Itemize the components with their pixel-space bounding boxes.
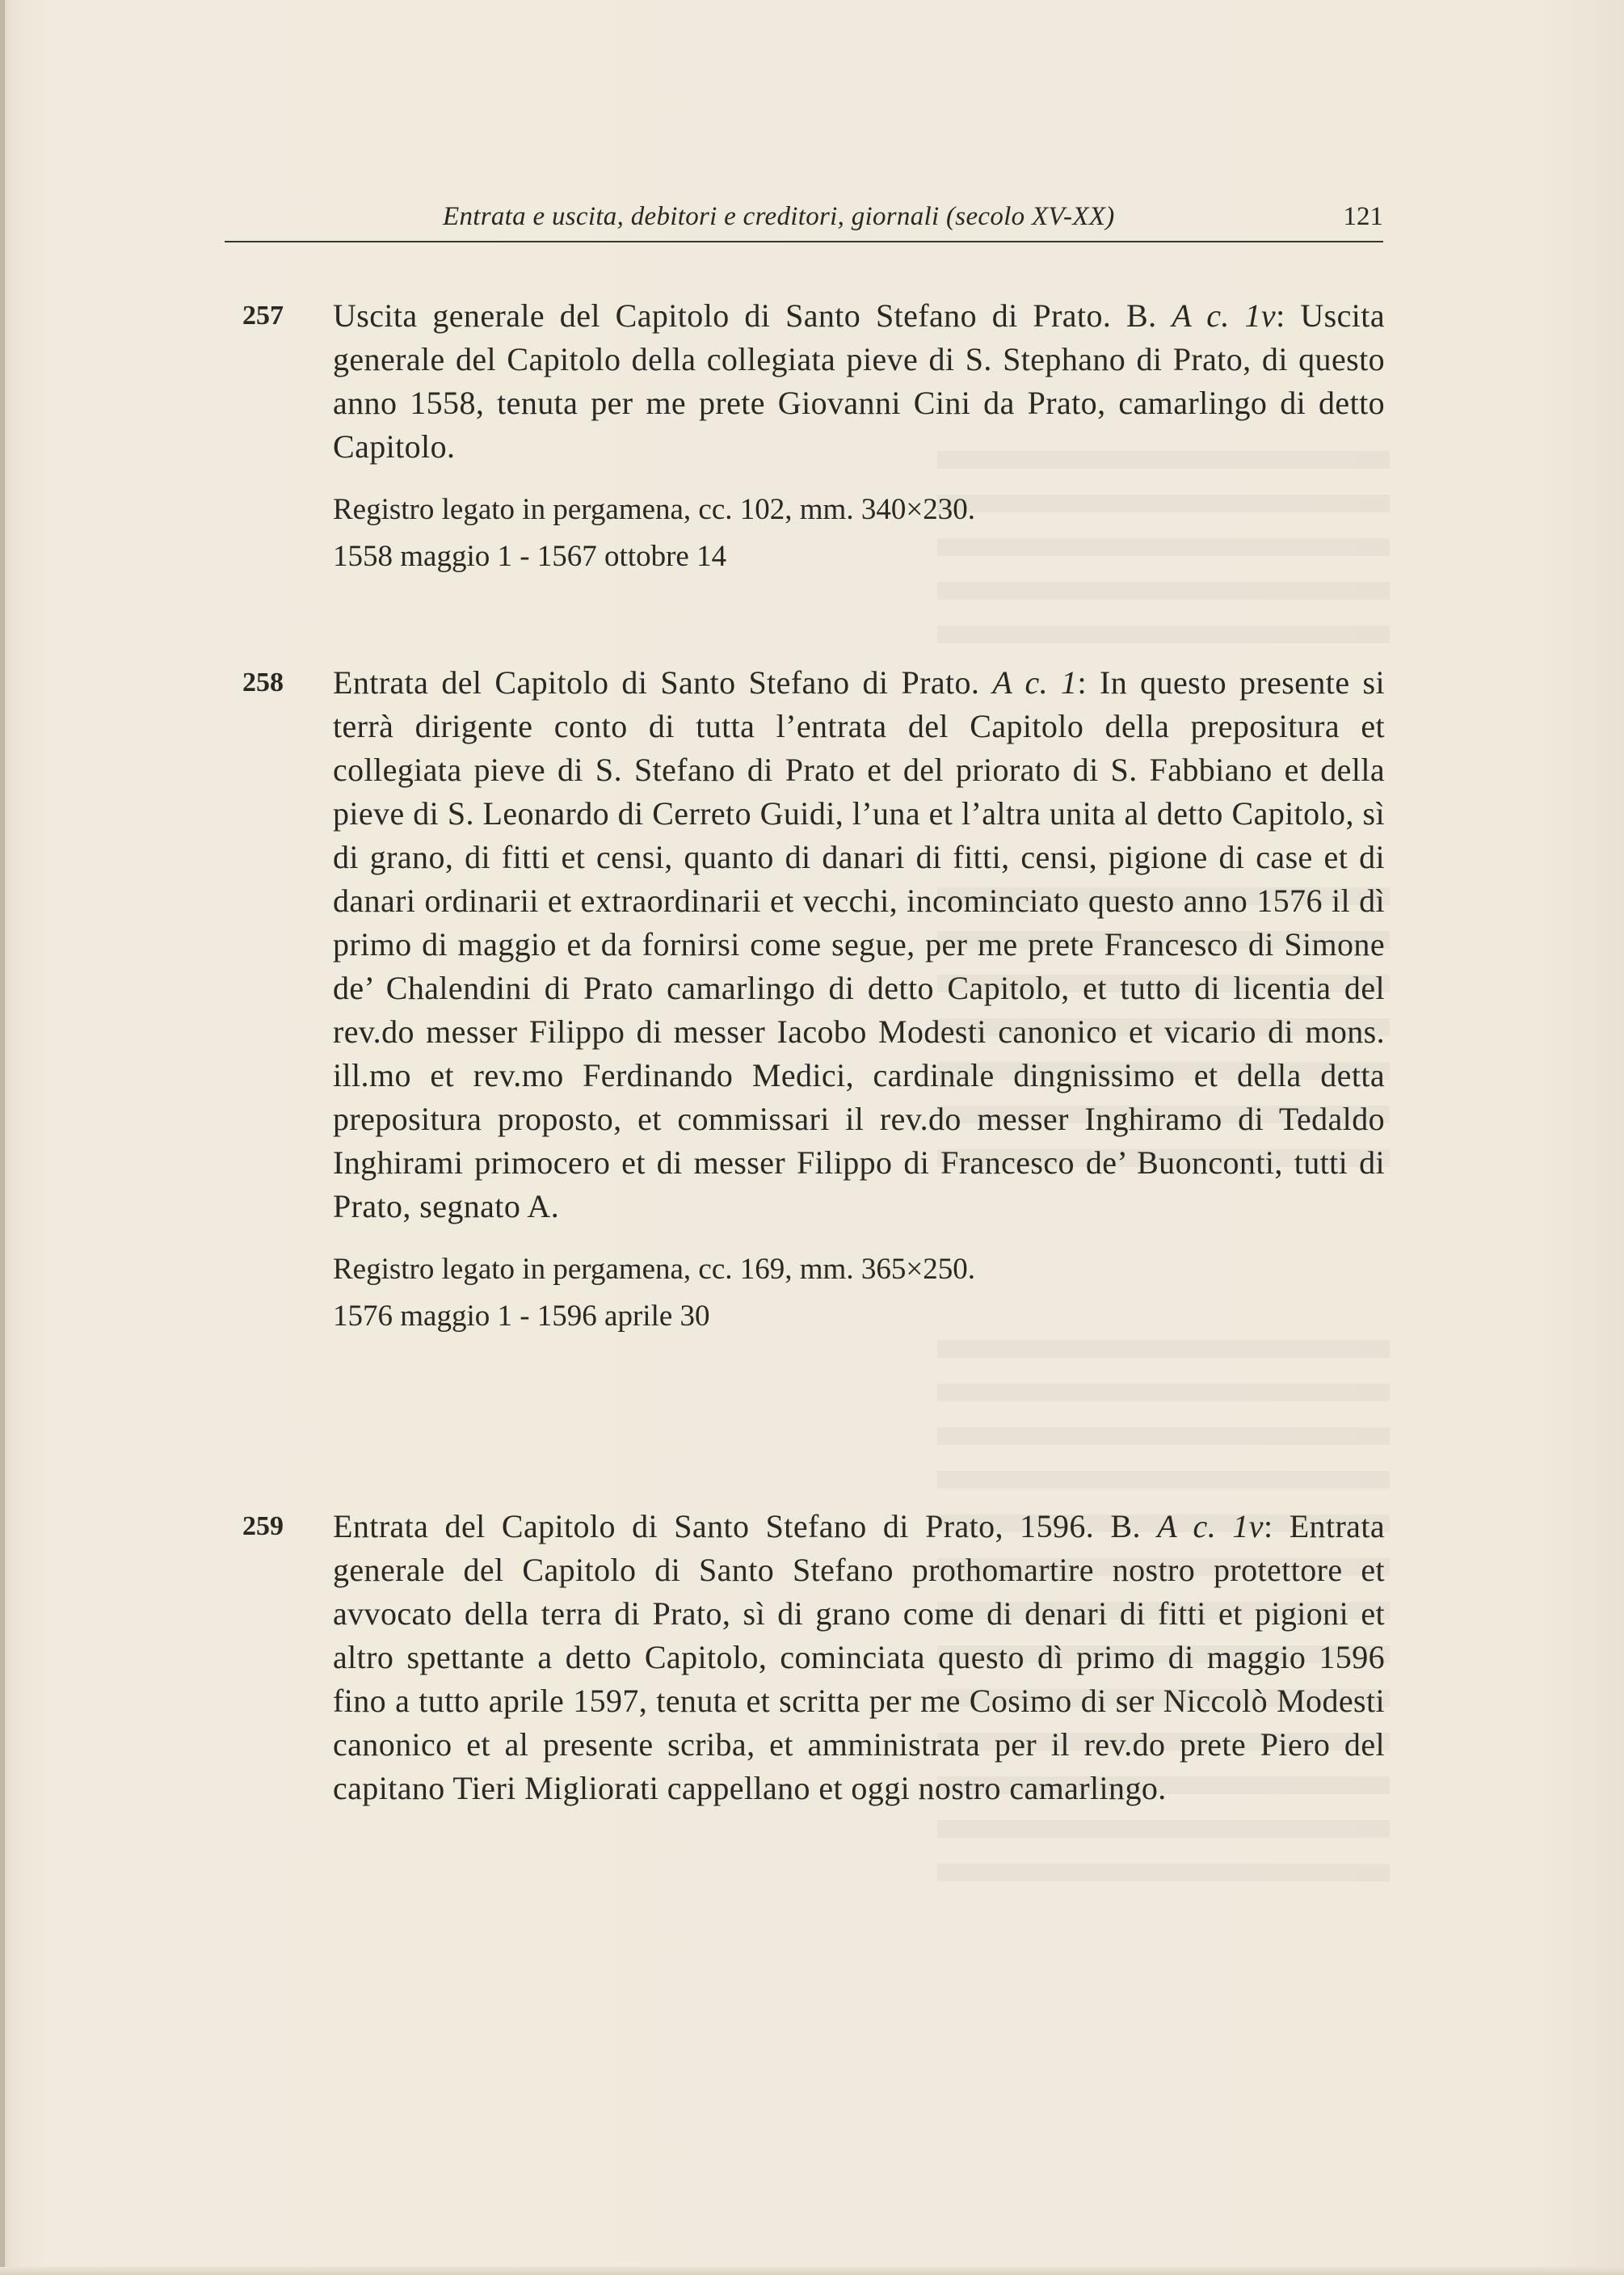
entry-text xyxy=(333,294,1385,469)
entry-physical-description: Registro legato in pergamena, cc. 102, mm. 340×230. xyxy=(333,493,975,526)
entry-number: 257 xyxy=(242,301,284,331)
entry-folio-ref: A c. 1v xyxy=(1172,297,1277,334)
entry-text xyxy=(333,661,1385,1228)
entry-date-range: 1576 maggio 1 - 1596 aprile 30 xyxy=(333,1300,710,1333)
entry-text xyxy=(333,1505,1385,1810)
entry-title: Uscita generale del Capitolo di Santo Stefano di Prato. B. xyxy=(333,297,1172,334)
entry-title: Entrata del Capitolo di Santo Stefano di Prato. xyxy=(333,664,993,701)
entry-transcription: : In questo presente si terrà dirigente conto di tutta l’entrata del Capitolo della prepositura et collegiata pieve di S. Stefano di Prato et del priorato di S. Fabbiano et della pieve di S. Leonardo di Cerreto Guidi, l’una et l’altra unita al detto Capitolo, sì di grano, di fitti et censi, quanto di danari di fitti, censi, pigione di case et di danari ordinarii et extraordinarii et vecchi, incominciato questo anno 1576 il dì primo di maggio et da fornirsi come segue, per me prete Francesco di Simone de’ Chalendini di Prato camarlingo di detto Capitolo, et tutto di licentia del rev.do messer Filippo di messer Iacobo Modesti canonico et vicario di mons. ill.mo et rev.mo Ferdinando Medici, cardinale dingnissimo et della detta prepositura proposto, et commissari il rev.do messer Inghiramo di Tedaldo Inghirami primocero et di messer Filippo di Francesco de’ Buonconti, tutti di Prato, segnato A. xyxy=(333,664,1385,1224)
entry-folio-ref: A c. 1v xyxy=(1157,1508,1264,1544)
running-header xyxy=(225,199,1383,239)
entry-transcription: : Uscita generale del Capitolo della collegiata pieve di S. Stephano di Prato, di questo anno 1558, tenuta per me prete Giovanni Cini da Prato, camarlingo di detto Capitolo. xyxy=(333,297,1385,465)
entry-body xyxy=(333,1505,1385,1810)
page-bottom-edge xyxy=(0,2267,1624,2275)
entry-folio-ref: A c. 1 xyxy=(992,664,1078,701)
running-header-title: Entrata e uscita, debitori e creditori, giornali (secolo XV-XX) xyxy=(443,202,1115,231)
entry-number: 259 xyxy=(242,1511,284,1541)
header-rule xyxy=(225,241,1383,242)
entry-date-range: 1558 maggio 1 - 1567 ottobre 14 xyxy=(333,540,727,573)
entry-number: 258 xyxy=(242,668,284,697)
entry-physical-description: Registro legato in pergamena, cc. 169, mm. 365×250. xyxy=(333,1253,975,1286)
page-binding-edge xyxy=(0,0,5,2275)
entry-transcription: : Entrata generale del Capitolo di Santo Stefano prothomartire nostro protettore et avvocato della terra di Prato, sì di grano come di denari di fitti et pigioni et altro spettante a detto Capitolo, cominciata questo dì primo di maggio 1596 fino a tutto aprile 1597, tenuta et scritta per me Cosimo di ser Niccolò Modesti canonico et al presente scriba, et amministrata per il rev.do prete Piero del capitano Tieri Migliorati cappellano et oggi nostro camarlingo. xyxy=(333,1508,1385,1806)
entry-title: Entrata del Capitolo di Santo Stefano di Prato, 1596. B. xyxy=(333,1508,1158,1544)
entry-body xyxy=(333,294,1385,577)
page-number: 121 xyxy=(1343,202,1383,231)
entry-body xyxy=(333,661,1385,1337)
